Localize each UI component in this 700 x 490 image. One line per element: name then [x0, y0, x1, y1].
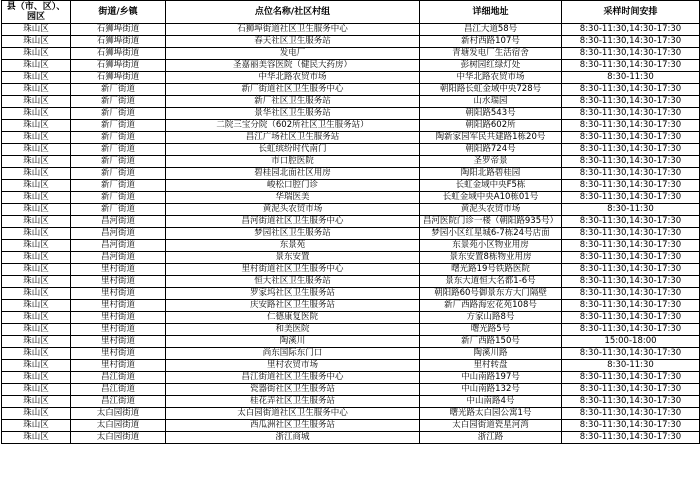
cell-address: 东景苑小区物业用房: [420, 240, 562, 252]
table-row: [2, 372, 700, 384]
header-time: 采样时间安排: [562, 1, 700, 24]
cell-county: 珠山区: [2, 240, 71, 252]
cell-county: 珠山区: [2, 408, 71, 420]
table-row: [2, 408, 700, 420]
cell-street: 新厂街道: [71, 180, 166, 192]
cell-site: 市口腔医院: [166, 156, 420, 168]
table-row: [2, 228, 700, 240]
cell-time: 8:30-11:30,14:30-17:30: [562, 180, 700, 192]
cell-time: 8:30-11:30,14:30-17:30: [562, 288, 700, 300]
cell-time: 8:30-11:30,14:30-17:30: [562, 432, 700, 444]
table-row: [2, 216, 700, 228]
cell-street: 新厂街道: [71, 204, 166, 216]
cell-time: 8:30-11:30,14:30-17:30: [562, 48, 700, 60]
cell-street: 太白园街道: [71, 408, 166, 420]
cell-time: 8:30-11:30: [562, 72, 700, 84]
table-row: [2, 180, 700, 192]
cell-address: 方家山路8号: [420, 312, 562, 324]
cell-county: 珠山区: [2, 396, 71, 408]
cell-county: 珠山区: [2, 228, 71, 240]
cell-time: 8:30-11:30,14:30-17:30: [562, 24, 700, 36]
cell-site: 昌河街道社区卫生服务中心: [166, 216, 420, 228]
cell-county: 珠山区: [2, 252, 71, 264]
cell-county: 珠山区: [2, 192, 71, 204]
cell-site: 梦园社区卫生服务站: [166, 228, 420, 240]
cell-time: 15:00-18:00: [562, 336, 700, 348]
cell-address: 长虹金域中央F5栋: [420, 180, 562, 192]
table-row: [2, 48, 700, 60]
cell-time: 8:30-11:30,14:30-17:30: [562, 132, 700, 144]
cell-site: 里村农贸市场: [166, 360, 420, 372]
cell-site: 中华北路农贸市场: [166, 72, 420, 84]
cell-street: 里村街道: [71, 348, 166, 360]
cell-street: 昌河街道: [71, 216, 166, 228]
cell-site: 瓷器街社区卫生服务站: [166, 384, 420, 396]
cell-site: 浙江商城: [166, 432, 420, 444]
table-row: [2, 72, 700, 84]
cell-site: 陶溪川: [166, 336, 420, 348]
cell-site: 和美医院: [166, 324, 420, 336]
table-row: [2, 156, 700, 168]
cell-address: 朝阳路长虹金域中央728号: [420, 84, 562, 96]
cell-site: 庆安路社区卫生服务站: [166, 300, 420, 312]
table-row: [2, 276, 700, 288]
cell-county: 珠山区: [2, 348, 71, 360]
cell-address: 浙江路: [420, 432, 562, 444]
cell-county: 珠山区: [2, 420, 71, 432]
cell-street: 里村街道: [71, 336, 166, 348]
cell-street: 石狮埠街道: [71, 48, 166, 60]
cell-time: 8:30-11:30,14:30-17:30: [562, 156, 700, 168]
table-row: [2, 312, 700, 324]
cell-county: 珠山区: [2, 372, 71, 384]
table-row: [2, 204, 700, 216]
cell-time: 8:30-11:30,14:30-17:30: [562, 324, 700, 336]
cell-address: 新厂西路150号: [420, 336, 562, 348]
cell-time: 8:30-11:30,14:30-17:30: [562, 408, 700, 420]
cell-street: 昌江街道: [71, 372, 166, 384]
cell-address: 中山南路4号: [420, 396, 562, 408]
cell-county: 珠山区: [2, 324, 71, 336]
cell-time: 8:30-11:30,14:30-17:30: [562, 216, 700, 228]
cell-street: 新厂街道: [71, 108, 166, 120]
cell-county: 珠山区: [2, 120, 71, 132]
cell-address: 朝阳路724号: [420, 144, 562, 156]
cell-site: 景东安置: [166, 252, 420, 264]
table-row: [2, 288, 700, 300]
table-row: [2, 384, 700, 396]
cell-address: 中华北路农贸市场: [420, 72, 562, 84]
cell-street: 太白园街道: [71, 432, 166, 444]
cell-county: 珠山区: [2, 360, 71, 372]
cell-time: 8:30-11:30,14:30-17:30: [562, 276, 700, 288]
cell-site: 罗家坞社区卫生服务站: [166, 288, 420, 300]
cell-time: 8:30-11:30,14:30-17:30: [562, 108, 700, 120]
cell-time: 8:30-11:30,14:30-17:30: [562, 372, 700, 384]
cell-address: 青塘发电厂生活宿舍: [420, 48, 562, 60]
cell-time: 8:30-11:30,14:30-17:30: [562, 252, 700, 264]
cell-street: 石狮埠街道: [71, 72, 166, 84]
cell-address: 新村西路107号: [420, 36, 562, 48]
cell-time: 8:30-11:30,14:30-17:30: [562, 348, 700, 360]
cell-address: 梦园小区红星城6-7栋24号店面: [420, 228, 562, 240]
cell-street: 石狮埠街道: [71, 36, 166, 48]
cell-street: 昌江街道: [71, 384, 166, 396]
cell-site: 恒大社区卫生服务站: [166, 276, 420, 288]
table-row: [2, 96, 700, 108]
cell-county: 珠山区: [2, 156, 71, 168]
table-row: [2, 336, 700, 348]
table-row: [2, 168, 700, 180]
cell-street: 新厂街道: [71, 132, 166, 144]
cell-site: 景华社区卫生服务站: [166, 108, 420, 120]
cell-address: 黄泥头农贸市场: [420, 204, 562, 216]
cell-address: 彭树园红绿灯处: [420, 60, 562, 72]
cell-site: 尚东国际东门口: [166, 348, 420, 360]
table-row: [2, 432, 700, 444]
cell-time: 8:30-11:30,14:30-17:30: [562, 84, 700, 96]
cell-time: 8:30-11:30,14:30-17:30: [562, 96, 700, 108]
cell-county: 珠山区: [2, 180, 71, 192]
table-row: [2, 192, 700, 204]
table-row: [2, 120, 700, 132]
cell-street: 新厂街道: [71, 120, 166, 132]
cell-street: 太白园街道: [71, 420, 166, 432]
cell-site: 昌江街道社区卫生服务中心: [166, 372, 420, 384]
header-row: [2, 1, 700, 24]
table-row: [2, 108, 700, 120]
cell-time: 8:30-11:30,14:30-17:30: [562, 264, 700, 276]
cell-time: 8:30-11:30,14:30-17:30: [562, 300, 700, 312]
cell-county: 珠山区: [2, 96, 71, 108]
cell-county: 珠山区: [2, 264, 71, 276]
cell-address: 山水瑞园: [420, 96, 562, 108]
cell-address: 昌河医院门诊一楼（朝阳路935号）: [420, 216, 562, 228]
cell-street: 昌江街道: [71, 396, 166, 408]
cell-street: 昌河街道: [71, 252, 166, 264]
cell-street: 里村街道: [71, 360, 166, 372]
cell-site: 东景苑: [166, 240, 420, 252]
table-row: [2, 420, 700, 432]
cell-time: 8:30-11:30,14:30-17:30: [562, 192, 700, 204]
table-row: [2, 252, 700, 264]
cell-street: 里村街道: [71, 300, 166, 312]
cell-address: 朝阳路543号: [420, 108, 562, 120]
cell-county: 珠山区: [2, 204, 71, 216]
header-county: 县（市、区）、园区: [2, 1, 71, 24]
cell-site: 发电厂: [166, 48, 420, 60]
cell-address: 陶溪川路: [420, 348, 562, 360]
cell-site: 里村街道社区卫生服务中心: [166, 264, 420, 276]
cell-site: 仁德康复医院: [166, 312, 420, 324]
cell-street: 新厂街道: [71, 96, 166, 108]
cell-county: 珠山区: [2, 24, 71, 36]
cell-time: 8:30-11:30,14:30-17:30: [562, 420, 700, 432]
table-row: [2, 60, 700, 72]
table-row: [2, 84, 700, 96]
table-row: [2, 300, 700, 312]
cell-time: 8:30-11:30,14:30-17:30: [562, 240, 700, 252]
cell-site: 春天社区卫生服务站: [166, 36, 420, 48]
cell-time: 8:30-11:30,14:30-17:30: [562, 60, 700, 72]
cell-county: 珠山区: [2, 216, 71, 228]
cell-address: 曙光路太白园公寓1号: [420, 408, 562, 420]
cell-address: 昌江大道58号: [420, 24, 562, 36]
cell-site: 西瓜洲社区卫生服务站: [166, 420, 420, 432]
table-row: [2, 144, 700, 156]
table-row: [2, 24, 700, 36]
cell-county: 珠山区: [2, 432, 71, 444]
cell-site: 桂花弄社区卫生服务站: [166, 396, 420, 408]
cell-street: 里村街道: [71, 276, 166, 288]
cell-address: 朝阳路60号御景东方大门隔壁: [420, 288, 562, 300]
cell-county: 珠山区: [2, 48, 71, 60]
cell-time: 8:30-11:30: [562, 360, 700, 372]
cell-address: 景东大道恒大名都1-6号: [420, 276, 562, 288]
cell-street: 里村街道: [71, 264, 166, 276]
cell-county: 珠山区: [2, 108, 71, 120]
cell-street: 新厂街道: [71, 144, 166, 156]
cell-time: 8:30-11:30,14:30-17:30: [562, 168, 700, 180]
cell-site: 石狮埠街道社区卫生服务中心: [166, 24, 420, 36]
cell-street: 里村街道: [71, 324, 166, 336]
cell-street: 昌河街道: [71, 228, 166, 240]
cell-time: 8:30-11:30,14:30-17:30: [562, 228, 700, 240]
cell-address: 长虹金域中央A10栋01号: [420, 192, 562, 204]
table-row: [2, 132, 700, 144]
table-row: [2, 396, 700, 408]
cell-time: 8:30-11:30,14:30-17:30: [562, 120, 700, 132]
cell-street: 石狮埠街道: [71, 24, 166, 36]
cell-street: 里村街道: [71, 288, 166, 300]
cell-county: 珠山区: [2, 36, 71, 48]
cell-site: 新厂社区卫生服务站: [166, 96, 420, 108]
cell-address: 里村转盘: [420, 360, 562, 372]
cell-address: 太白园街道瓷星河湾: [420, 420, 562, 432]
header-street: 街道/乡镇: [71, 1, 166, 24]
table-row: [2, 360, 700, 372]
cell-county: 珠山区: [2, 168, 71, 180]
cell-address: 曙光路5号: [420, 324, 562, 336]
cell-address: 中山南路197号: [420, 372, 562, 384]
cell-county: 珠山区: [2, 72, 71, 84]
sampling-sites-table: [1, 0, 700, 444]
cell-address: 陶阳北路碧桂园: [420, 168, 562, 180]
cell-time: 8:30-11:30: [562, 204, 700, 216]
cell-county: 珠山区: [2, 60, 71, 72]
table-body: [2, 24, 700, 444]
table-row: [2, 240, 700, 252]
cell-county: 珠山区: [2, 288, 71, 300]
cell-county: 珠山区: [2, 336, 71, 348]
cell-county: 珠山区: [2, 312, 71, 324]
cell-street: 石狮埠街道: [71, 60, 166, 72]
cell-site: 碧桂园北面社区用房: [166, 168, 420, 180]
cell-county: 珠山区: [2, 384, 71, 396]
cell-street: 新厂街道: [71, 156, 166, 168]
cell-time: 8:30-11:30,14:30-17:30: [562, 312, 700, 324]
cell-address: 陶新家园军民共建路1栋20号: [420, 132, 562, 144]
cell-site: 二院三宝分院（602所社区卫生服务站）: [166, 120, 420, 132]
table-row: [2, 264, 700, 276]
header-site: 点位名称/社区村组: [166, 1, 420, 24]
cell-street: 新厂街道: [71, 84, 166, 96]
cell-site: 黄泥头农贸市场: [166, 204, 420, 216]
cell-county: 珠山区: [2, 84, 71, 96]
cell-site: 华瑞医美: [166, 192, 420, 204]
header-address: 详细地址: [420, 1, 562, 24]
cell-time: 8:30-11:30,14:30-17:30: [562, 384, 700, 396]
cell-site: 长虹缤纷时代南门: [166, 144, 420, 156]
cell-time: 8:30-11:30,14:30-17:30: [562, 396, 700, 408]
cell-address: 朝阳路602所: [420, 120, 562, 132]
cell-street: 昌河街道: [71, 240, 166, 252]
cell-county: 珠山区: [2, 132, 71, 144]
cell-site: 新厂街道社区卫生服务中心: [166, 84, 420, 96]
cell-site: 圣嘉丽美容医院（健民大药房）: [166, 60, 420, 72]
cell-street: 新厂街道: [71, 192, 166, 204]
cell-county: 珠山区: [2, 300, 71, 312]
cell-time: 8:30-11:30,14:30-17:30: [562, 144, 700, 156]
cell-site: 峻松口腔门诊: [166, 180, 420, 192]
cell-address: 景东安置8栋物业用房: [420, 252, 562, 264]
cell-county: 珠山区: [2, 276, 71, 288]
cell-site: 昌江广场社区卫生服务站: [166, 132, 420, 144]
cell-address: 新厂西路海宏花苑108号: [420, 300, 562, 312]
table-row: [2, 348, 700, 360]
cell-street: 里村街道: [71, 312, 166, 324]
cell-street: 新厂街道: [71, 168, 166, 180]
cell-time: 8:30-11:30,14:30-17:30: [562, 36, 700, 48]
table-row: [2, 324, 700, 336]
cell-address: 中山南路132号: [420, 384, 562, 396]
cell-address: 曙光路19号铁路医院: [420, 264, 562, 276]
cell-site: 太白园街道社区卫生服务中心: [166, 408, 420, 420]
cell-address: 圣罗帝景: [420, 156, 562, 168]
table-row: [2, 36, 700, 48]
cell-county: 珠山区: [2, 144, 71, 156]
